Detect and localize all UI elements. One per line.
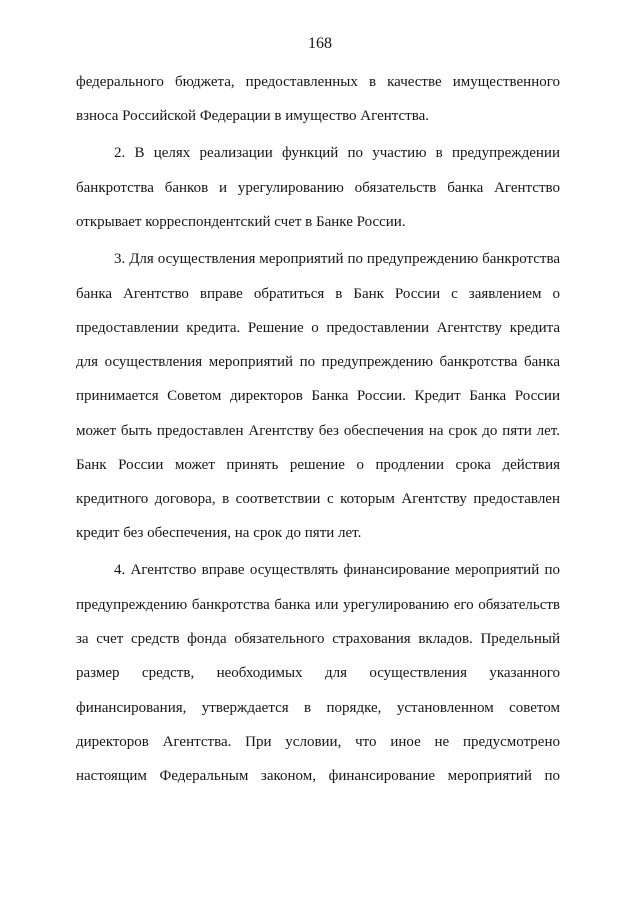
- text-line: 4. Агентство вправе осуществлять финансирование мероприятий по: [114, 562, 560, 578]
- text-line: кредит без обеспечения, на срок до пяти лет.: [76, 525, 362, 541]
- text-line: предоставлении кредита. Решение о предоставлении Агентству кредита: [76, 320, 560, 336]
- text-line: принимается Советом директоров Банка России. Кредит Банка России: [76, 388, 560, 404]
- text-line: директоров Агентства. При условии, что иное не предусмотрено: [76, 734, 560, 750]
- text-line: федерального бюджета, предоставленных в качестве имущественного: [76, 74, 560, 90]
- text-line: взноса Российской Федерации в имущество Агентства.: [76, 108, 430, 124]
- text-line: предупреждению банкротства банка или урегулированию его обязательств: [76, 597, 560, 613]
- text-line: банка Агентство вправе обратиться в Банк России с заявлением о: [76, 286, 560, 302]
- text-line: финансирования, утверждается в порядке, установленном советом: [76, 700, 560, 716]
- text-line: 2. В целях реализации функций по участию в предупреждении: [114, 145, 560, 161]
- text-line: для осуществления мероприятий по предупреждению банкротства банка: [76, 354, 560, 370]
- text-line: банкротства банков и урегулированию обязательств банка Агентство: [76, 180, 560, 196]
- text-line: настоящим Федеральным законом, финансирование мероприятий по: [76, 768, 560, 784]
- text-line: открывает корреспондентский счет в Банке России.: [76, 214, 406, 230]
- text-line: кредитного договора, в соответствии с которым Агентству предоставлен: [76, 491, 560, 507]
- page-number: 168: [308, 35, 332, 52]
- text-line: за счет средств фонда обязательного страхования вкладов. Предельный: [76, 631, 560, 647]
- text-line: размер средств, необходимых для осуществления указанного: [76, 665, 560, 681]
- text-line: может быть предоставлен Агентству без обеспечения на срок до пяти лет.: [76, 423, 560, 439]
- text-line: 3. Для осуществления мероприятий по предупреждению банкротства: [114, 251, 560, 267]
- text-line: Банк России может принять решение о продлении срока действия: [76, 457, 560, 473]
